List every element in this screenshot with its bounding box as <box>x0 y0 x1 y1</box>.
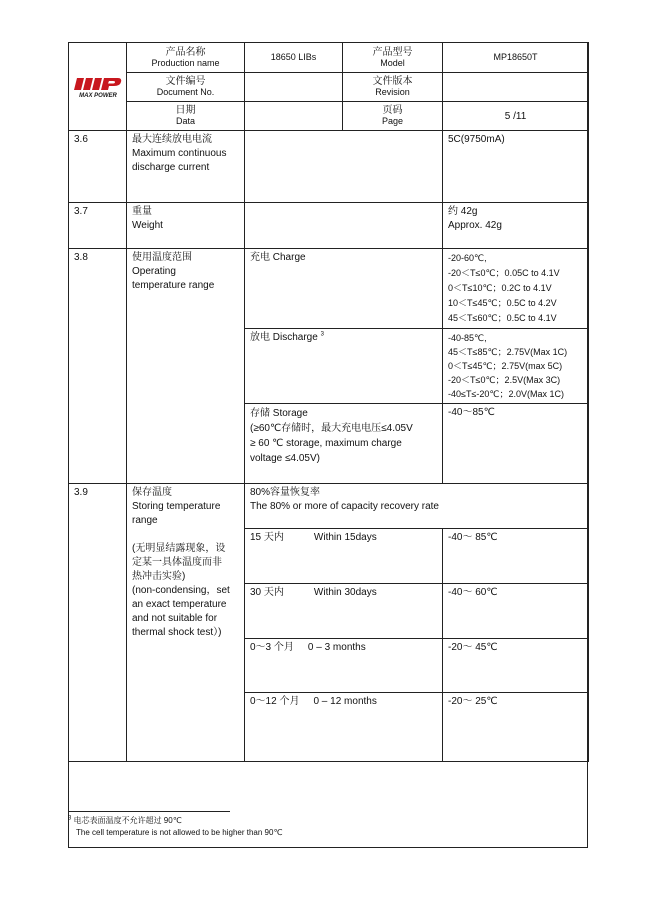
row-number: 3.8 <box>69 249 127 484</box>
spec-table <box>68 130 589 762</box>
max-power-logo-icon <box>74 76 122 98</box>
storage-value: -40～85℃ <box>443 404 589 484</box>
item-label: 保存温度 Storing temperature range (无明显结露现象，设 定某一具体温度而非 热冲击实验) (non-condensing，set an exact temperature and not suitable for thermal shock test）) <box>127 484 245 762</box>
discharge-values: -40-85℃, 45＜T≤85℃；2.75V(Max 1C) 0＜T≤45℃；2.75V(max 5C) -20＜T≤0℃；2.5V(Max 3C) -40≤T≤-20℃；2.0V(Max 1C) <box>443 329 589 404</box>
date-label: 日期 Data <box>127 102 245 131</box>
row-number: 3.7 <box>69 203 127 249</box>
product-name-value: 18650 LIBs <box>245 43 343 73</box>
table-row <box>69 249 589 329</box>
svg-text:MAX POWER: MAX POWER <box>78 92 117 98</box>
storage-label: 存储 Storage (≥60℃存储时，最大充电电压≤4.05V ≥ 60 ℃ storage, maximum charge voltage ≤4.05V) <box>245 404 443 484</box>
value-cell: 约 42g Approx. 42g <box>443 203 589 249</box>
logo <box>69 43 127 131</box>
charge-values: -20-60℃, -20＜T≤0℃；0.05C to 4.1V 0＜T≤10℃；0.2C to 4.1V 10＜T≤45℃；0.5C to 4.2V 45＜T≤60℃；0.5C to 4.1V <box>443 249 589 329</box>
period-value: -20～ 45℃ <box>443 639 589 693</box>
row-number: 3.9 <box>69 484 127 762</box>
model-label: 产品型号 Model <box>343 43 443 73</box>
page-label: 页码 Page <box>343 102 443 131</box>
item-label: 使用温度范围 Operating temperature range <box>127 249 245 484</box>
table-row <box>69 203 589 249</box>
footnote-divider <box>68 811 230 812</box>
page-value: 5 /11 <box>443 102 589 131</box>
condition-cell <box>245 131 443 203</box>
product-name-label: 产品名称 Production name <box>127 43 245 73</box>
period-cell: 0～12 个月 0 – 12 months <box>245 693 443 762</box>
version-label: 文件版本 Revision <box>343 73 443 102</box>
period-value: -20～ 25℃ <box>443 693 589 762</box>
row-number: 3.6 <box>69 131 127 203</box>
value-cell: 5C(9750mA) <box>443 131 589 203</box>
table-row <box>69 484 589 529</box>
file-no-value <box>245 73 343 102</box>
file-no-label: 文件编号 Document No. <box>127 73 245 102</box>
period-cell: 30 天内 Within 30days <box>245 584 443 639</box>
period-cell: 0～3 个月 0 – 3 months <box>245 639 443 693</box>
version-value <box>443 73 589 102</box>
item-label: 重量 Weight <box>127 203 245 249</box>
charge-label: 充电 Charge <box>245 249 443 329</box>
condition-cell <box>245 203 443 249</box>
table-row <box>69 131 589 203</box>
date-value <box>245 102 343 131</box>
header-table <box>68 42 589 131</box>
footnote: $^3$ 电芯表面温度不允许超过 90℃ The cell temperature is not allowed to be higher than 90℃ <box>68 815 283 837</box>
model-value: MP18650T <box>443 43 589 73</box>
period-value: -40～ 60℃ <box>443 584 589 639</box>
period-value: -40～ 85℃ <box>443 529 589 584</box>
discharge-label: 放电 Discharge $^3$ <box>245 329 443 404</box>
item-label: 最大连续放电电流 Maximum continuous discharge current <box>127 131 245 203</box>
period-cell: 15 天内 Within 15days <box>245 529 443 584</box>
recovery-header: 80%容量恢复率 The 80% or more of capacity recovery rate <box>245 484 589 529</box>
